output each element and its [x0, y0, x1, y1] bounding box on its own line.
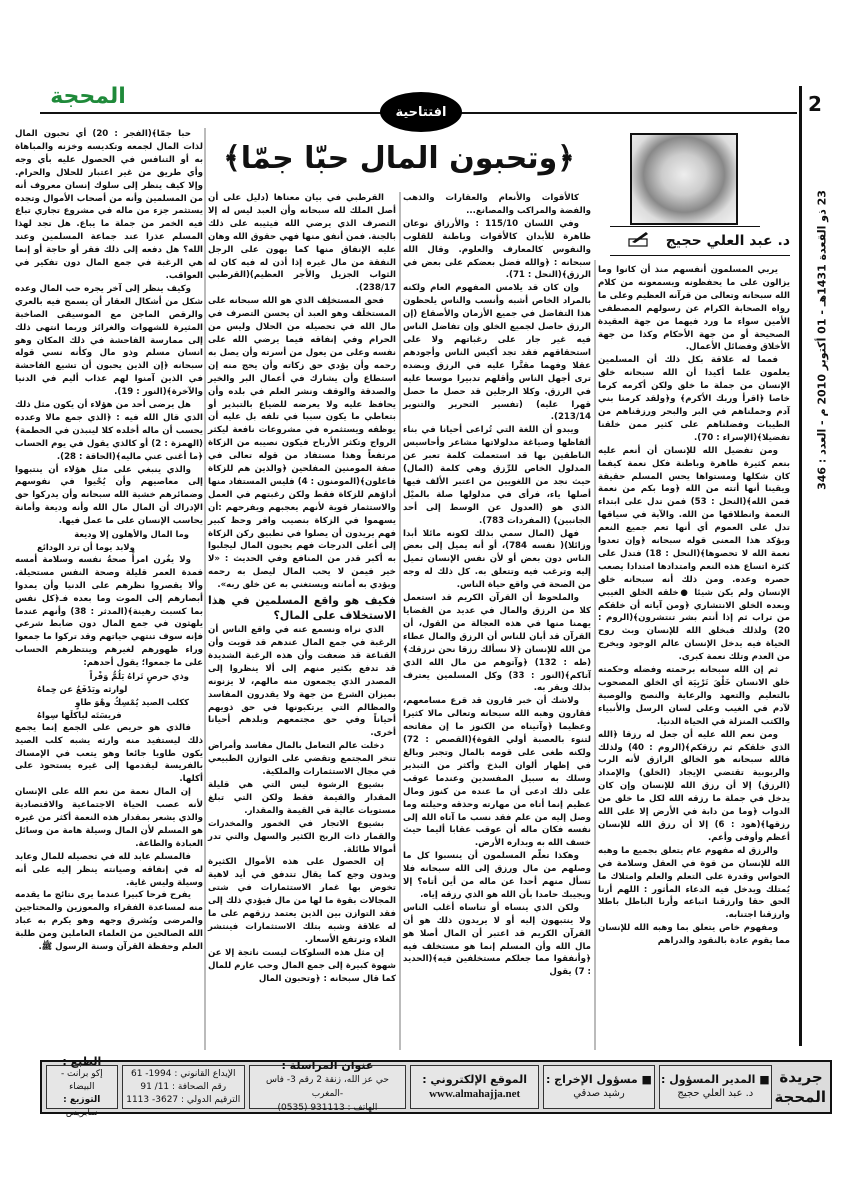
- author-byline: [610, 230, 790, 252]
- quran-quote: ﴿وآتوهم من مال الله الذي آتاكم﴾: [403, 657, 591, 681]
- quran-quote: ﴿وما من دابة في الأرض إلا على الله رزقها﴾: [598, 807, 790, 830]
- verse-hemistich: فريسَتَه لياكلَها سِواهُ: [37, 709, 122, 720]
- director-label: ■ المدير المسؤول :: [661, 1073, 770, 1086]
- article-column-2: [403, 192, 591, 979]
- quran-quote: ﴿الذي جمع مالا وعدده يحسب أن ماله أخلده كلا لينبذن في الحطمة﴾: [15, 412, 203, 436]
- address-box: [249, 1059, 406, 1113]
- divider: [610, 226, 760, 227]
- quran-quote: ﴿وتحبون المال: [258, 973, 321, 984]
- author-photo: [630, 133, 738, 225]
- paragraph: بشيوع الاتجار في الخمور والمخدرات والقمار ذات الربح الكثير والسهل والتي تدر أموالا طائلة.: [208, 818, 396, 855]
- section-label: [380, 92, 462, 132]
- margin-rule: [799, 86, 802, 1046]
- paragraph: والرزق له مفهوم عام يتعلق بجميع ما وهبه الله للإنسان من قوة في العقل وسلامة في الحواس وقدرة على التعلم والعلم وامتلاك ما يُمتلك ويدخل فيه الدعاء المأثور : اللهم أرنا الحق حقا وارزقنا اتباعه وأرنا الباطل باطلا وارزقنا اجتنابه.: [598, 845, 790, 921]
- brand-line: المحجة: [774, 1088, 826, 1106]
- column-divider: [204, 128, 206, 1050]
- quran-quote: ﴿إن الذين يحبون أن تشيع الفاحشة في الذين آمنوا لهم عذاب أليم في الدنيا والآخرة﴾: [15, 361, 203, 398]
- paragraph: فالمسلم عابد لله في تحصيله للمال وعابد له في إنفاقه وصيانته ينظر إليه على أنه وسيلة وليس غاية.: [15, 851, 203, 888]
- page-number: 2: [808, 92, 822, 116]
- poem-verse: [15, 696, 203, 722]
- article-title: ﴿وتحبون المال حبّا جمّا﴾: [223, 141, 575, 176]
- column-divider: [399, 192, 401, 1050]
- paragraph: ومن نعم الله عليه أن جعل له رزقا ﴿الله الذي خلقكم ثم رزقكم﴾(الروم : 40) ولذلك فالله سبحانه هو الخالق الرازق لأنه الرب والربوبية تقتضي الإيجاد (الخلق) والإمداد (الرزق) إلا أن رزق الله للإنسان وإن كان يدخل في جملة ما رزقه الله لكل ما خلق من الدواب ﴿وما من دابة في الأرض إلا على الله رزقها﴾(هود : 6) إلا أن رزق الله للإنسان أعظم وأوفى وأعم.: [598, 729, 791, 843]
- divider: [610, 255, 790, 256]
- paragraph: ولا يغُرن امرأً صحةُ نفسه وسلامة أمسه فمدة العمر قليلة وصحة النفس مستحيلة. وألا يقصروا نظرهم على الدنيا وأن يمدوا أبصارهم إلى الموت وما بعده فـ﴿كل نفس بما كسبت رهينة﴾(المدثر : 38) وأنهم عندما يلهثون في جمع المال دون ضابط شرعي فإنه سوف تنتهي حياتهم وقد تركوا ما جمعوا وراء ظهورهم لغيرهم وينتظرهم الحساب على ما جمعوا؛ يقول أحدهم:: [15, 554, 203, 669]
- paragraph: فالذي هو حريص على الجمع إنما يجمع ذلك ليستفيد منه وارثه يشبه كلب الصيد يكون طاويا جائعا وهو يتعب في الإمساك بالفريسة ليقدمها إلى غيره يستحوذ على أكلها.: [15, 722, 203, 785]
- verse-hemistich: لوارثه ويَدْفَعُ عن حِماهُ: [37, 683, 128, 694]
- paragraph: بشيوع الرشوة ليس التي هي قليلة المقدار والقيمة فقط ولكن التي تبلغ مستويات عالية في القيمة والمقدار.: [208, 779, 396, 816]
- newspaper-logo: المحجة: [50, 84, 126, 109]
- paragraph: وإن كان قد يلامس المفهوم العام ولكنه بالمراد الخاص أشبه وأنسب والناس يلحظون هذا التفاضل في جميع الأزمان والأصقاع (إن الرزق حاصل لجميع الخلق وإن تفاضل الناس فيه غير جار على رغباتهم ولا على استحقاقهم فقد تجد أكيس الناس وأجودهم عقلا وفهما مقتَّرا عليه في الرزق وبضده ترى أجهل الناس وأقلهم تدبيرا موسعا عليه في الرزق. وكلا الرجلين قد حصل ما حصل قهرا عليه) (تفسير التحرير والتنوير 213/14).: [403, 283, 591, 423]
- paragraph: ولاشك أن خبر قارون قد قرع مسامعهم، فقارون وهبه الله سبحانه وتعالى مالا كثيرا وعظيما ﴿وآتيناه من الكنوز ما إن مفاتحه لتنوء بالعصبة أولي القوة﴾(القصص : 72) ولكنه طغى على قومه بالمال وتجبر وبالغ في إظهار ألوان البذخ وأكثر من التبذير وسلك به سبيل المفسدين وعندما عوقب على ذلك ادعى أن ما عنده من كنوز ومال عظيم إنما أتاه من مهارته وحذقه وحيلته وما وصل إليه من علم فقد نسب ما آتاه الله إلى نفسه فكان ماله أن عوقب عقابا أليما حيث خسف الله به وبداره الأرض.: [403, 696, 591, 849]
- layout-label: ■ مسؤول الإخراج :: [545, 1073, 652, 1086]
- website-label: الموقع الإلكتروني :: [422, 1073, 528, 1086]
- printer: إكو برانت - البيضاء: [60, 1068, 103, 1092]
- quran-quote: ﴿والله فضل بعضكم على بعض في الرزق﴾: [403, 257, 591, 281]
- paragraph: وهكذا تعلّم المسلمون أن ينسبوا كل ما وصلهم من مال ورزق إلى الله سبحانه فلا تسأل منهم أحدا عن ماله من أين أتاه؟ إلا ويجيبك حامدا بأن الله هو الذي رزقه إياه.: [403, 851, 591, 900]
- date-strip: [812, 140, 832, 540]
- distribution-label: التوزيع :: [63, 1094, 101, 1105]
- column-divider: [594, 260, 596, 1050]
- pen-writing-icon: [626, 230, 652, 252]
- article-column-1: [598, 264, 790, 948]
- paragraph: يربي المسلمون أنفسهم منذ أن كانوا وما يزالون على ما يحفظونه ويسمعونه من كلام الله سبحانه وتعالى من قرآنه العظيم وعلى ما رواه الصحابة الكرام عن رسولهم المصطفى الأمين سواء ما ورد فيهما من جهة العقيدة الصحيحة أو من جهة الأحكام وكذا من جهة الأخلاق وفضائل الأعمال.: [598, 265, 790, 353]
- paragraph: يفرح فرحا كبيرا عندما يرى نتائج ما يقدمه منه لمساعدة الفقراء والمعوزين والمحتاجين والمرضى ويُشرق وجهه وهو يكرم به عباد الله الصالحين من العلماء العاملين ومن طلبة العلم وحفظة القرآن وسنة الرسول ﷺ.: [15, 890, 203, 953]
- director-box: [659, 1065, 772, 1109]
- quran-quote: حبا جمّا﴾: [151, 129, 192, 139]
- address-label: عنوان المراسلة :: [281, 1059, 374, 1072]
- print-box: [46, 1054, 118, 1118]
- layout-box: [543, 1065, 654, 1109]
- director-name: د. عبد العلي حجيج: [677, 1088, 754, 1099]
- website-link[interactable]: www.almahajja.net: [429, 1088, 521, 1100]
- paragraph: إن المال نعمة من نعم الله على الإنسان لأنه عصب الحياة الاجتماعية والاقتصادية والذي يشعر بمقدار هذه النعمة أكثر من غيره هو المسلم لأن المال وسيلة هامة من وسائل العبادة والطاعة.: [15, 787, 203, 849]
- poem-verse: [15, 670, 203, 696]
- paragraph: فمما له علاقة بكل ذلك أن المسلمين يعلمون علما أكيدا أن الله سبحانه خلق الإنسان من جملة ما خلق ولكن أكرمه كرما خاصا ﴿اقرأ وربك الأكرم﴾ و﴿ولقد كرمنا بني آدم وحملناهم في البر والبحر ورزقناهم من الطيبات وفضلناهم على كثير ممن خلقنا تفضيلا﴾(الإسراء : 70).: [598, 355, 790, 443]
- print-label: الطبع :: [62, 1054, 102, 1068]
- paragraph: ومن تفضيل الله للإنسان أن أنعم عليه بنعم كثيرة ظاهرة وباطنة فكل نعمة كيفما كان شكلها ومستواها يحس المسلم حقيقة ويقينا أنها أتته من الله ﴿وما بكم من نعمة فمن الله﴾(النحل : 53) فمن تدل على ابتداء النعمة وانطلاقها من الله. والآية في سياقها تدل على العموم أي أنها تعم جميع النعم ويؤكد هذا المعنى قوله سبحانه ﴿وإن تعدوا نعمة الله لا تحصوها﴾(النحل : 18) فتدل على كثرة اتساع هذه النعم وامتدادها امتدادا يصعب حصره وعده. ومن ذلك أنه سبحانه خلق الإنسان ولم يكن شيئا ●خلقه الخلق الغيبي وبعده الخلق الانتشاري ﴿ومن آياته أن خلقكم من تراب ثم إذا أنتم بشر تنتشرون﴾(الروم : 20) ولذلك فبخلق الله للإنسان وبث روح الحياة فيه يدخل الإنسان عالم الوجود ويخرج من العدم وتلك نعمة كبرى.: [598, 445, 790, 663]
- paragraph: إن مثل هذه السلوكات ليست ناتجة إلا عن شهوة كبيرة إلى جمع المال وحب عارم للمال كما قال سبحانه : ﴿وتحبون المال: [208, 947, 396, 984]
- quran-quote: ﴿وإن تعدوا نعمة الله لا تحصوها﴾: [598, 536, 790, 559]
- article-column-3: [208, 192, 396, 985]
- quran-quote: ﴿والذين هم للزكاة فاعلون﴾: [208, 464, 396, 487]
- distributor: سابريس: [65, 1107, 98, 1118]
- press-number: رقم الصحافة : 11/ 91: [140, 1081, 227, 1092]
- layout-name: رشيد صدقي: [573, 1088, 625, 1099]
- phone: الهاتف : 931113 (0535): [277, 1103, 378, 1113]
- paragraph: وفي اللسان 115/10 : والأرزاق نوعان ظاهرة للأبدان كالأقوات وباطنة للقلوب والنفوس كالمعارف والعلوم. وقال الله سبحانه : ﴿والله فضل بعضكم على بعض في الرزق﴾(النحل : 71).: [403, 218, 591, 281]
- author-name: د. عبد العلي حجيج: [665, 233, 790, 249]
- paragraph: ويبدو أن اللغة التي تُراعى أحيانا في بناء ألفاظها وصياغة مدلولاتها مشاعر وأحاسيس الناطقين بها قد استعملت كلمة تعبر عن المدلول الخاص للرِّزق وهي كلمة (المال) حيث نجد من اللغويين من اعتبر الألف فيها أصلها ياء، فرأى في مدلولها صلة بالميْل الذي هو (العدول عن الوسط إلى أحد الجانبين) (المفردات 783).: [403, 425, 591, 526]
- legal-box: [122, 1065, 245, 1109]
- quran-quote: ﴿وأنفقوا مما جعلكم مستخلفين فيه﴾: [432, 954, 591, 965]
- quran-quote: ﴿وما بكم من نعمة فمن الله﴾: [598, 484, 790, 508]
- paragraph: ومفهوم خاص يتعلق بما وهبه الله للإنسان مما يقوم عادة بالنقود والدراهم: [598, 923, 790, 947]
- paragraph: حبا جمّا﴾(الفجر : 20) أي تحبون المال لذات المال لجمعه وتكديسه وخزنه والمباهاة به أو التنافس في الحصول عليه بأي وجه وأي طريق من غير اعتبار للحلال والحرام. وإلا كيف ينظر إلى سلوك إنسان معروف أنه من المسلمين وأنه من أصحاب الأموال وتجده يستثمر جزء من ماله في مشروع تجاري تباع فيه الخمر من جملة ما يباع. هل تجد لهذا المسلم عذرا عند جماعة المسلمين وعند الله؟ هل دفعه إلى ذلك فقر أو حاجة أو إنما هي الرغبة في جمع المال دون تفكير في العواقب.: [15, 129, 203, 281]
- section-label-text: افتتاحية: [395, 104, 447, 120]
- legal-deposit: الإيداع القانوني : 1994- 61: [130, 1068, 236, 1079]
- issn: الترقيم الدولي : 3627- 1113: [126, 1094, 241, 1105]
- verse-hemistich: ولابد يوما أن ترد الودائع: [37, 542, 135, 552]
- paragraph: دخلت عالم التعامل بالمال مفاسد وأمراض تنخر المجتمع وتقضي على التوازن الطبيعي في مجال الاستثمارات والملكية.: [208, 741, 396, 778]
- paragraph: ثم إن الله سبحانه برحمته وفضله وحكمته خلق الانسان خَلْقَ تَرْبِيَة أي الخلق المصحوب بالتعليم والتعهد والرعاية والنصح والوصية لآدم في الغيب وعلى لسان الرسل والأنبياء والكتب المنزلة في الحياة الدنيا.: [598, 665, 790, 727]
- paragraph: فحق المستخلِف الذي هو الله سبحانه على المستخلَف وهو العبد أن يحسن التصرف في مال الله في تحصيله من الحلال وليس من الحرام وفي إنفاقه فيما يرضي الله على نفسه وعلى من يعول من أسرته وأن يصل به رحمه وأن يؤدي حق زكاته وأن يحج منه إن استطاع وأن يشارك في أعمال البر والخير والصدقة والوقف ونشر العلم في بلده وأن يحافظ عليه ولا يعرضه للضياع بالتبذير أو بتعاطي ما يكون سببا في تلفه بل عليه أن يوظفه ويستثمره في مشروعات نافعة ليكثر الرواج وتكثر الأرباح فيكون نصيبه من الزكاة مرتفعاً وهذا مستفاد من قوله تعالى في صفة المومنين المفلحين ﴿والذين هم للزكاة فاعلون﴾(المومنون : 4) فليس المستفاد منها أداؤهم للزكاة فقط ولكن رغبتهم في العمل والاستثمار قوية لأنهم يعجبهم ويفرحهم :أن يسهموا في الزكاة بنصيب وافر وحظ كبير فهم يريدون أن يصلوا في تطبيق ركن الزكاة إلى أعلى الدرجات فهم يحبون المال ليجلبوا به أكبر قدر من المنافع وفي الحديث : «لا خير فيمن لا يحب المال ليصل به رحمه ويؤدي به أمانته ويستغني به عن خلق ربه».: [208, 296, 396, 591]
- paragraph: فهل (المال سمي بذلك لكونه مائلا أبدا وزائلا)( نفسه 784)، أو أنه يميل إلى بعض الناس دون بعض أو لأن نفس الإنسان تميل إليه وترغب فيه وتتعلق به. كل ذلك له وجه من الصحة في واقع حياة الناس.: [403, 528, 591, 591]
- poem-verse: [15, 528, 203, 554]
- address: حي عز الله، زنقة 2 رقم 3- فاس -المغرب: [265, 1075, 389, 1099]
- subheading: فكيف هو واقع المسلمين في هذا الاستخلاف على المال؟: [208, 594, 396, 623]
- paragraph: الذي نراه ونسمع عنه في واقع الناس أن الرغبة في جمع المال عندهم قد قويت وأن القناعة قد ضعفت وأن هذه الرغبة الشديدة قد تدفع بكثير منهم إلى ألا ينظروا إلى المصدر الذي يجمعون منه مالهم، لا يزنونه بميزان الشرع من جهة ولا يقدرون المفاسد والمظالم التي يرتكبونها في حق ذويهم أحياناً وفي حق مجتمعهم وبلدهم أحيانا أخرى.: [208, 625, 396, 739]
- quran-quote: ﴿الله الذي خلقكم ثم رزقكم﴾: [598, 729, 791, 753]
- paragraph: والذي ينبغي على مثل هؤلاء أن ينتبهوا إلى معاصيهم وأن يُحْيوا في نفوسهم وضمائرهم خشية الله سبحانه وأن يدركوا حق الإدراك أن المال مال الله وأنه وديعة وأمانة يحاسب الإنسان على ما عمل فيها.: [15, 464, 203, 527]
- paragraph: والملحوظ أن القرآن الكريم قد استعمل كلا من الرزق والمال في عديد من القضايا يهمنا منها في هذه العجالة من القول، أن القرآن قد أبان للناس أن الرزق والمال عطاء من الله للإنسان ﴿لا نسألك رزقا نحن نرزقك﴾(طه : 132) ﴿وآتوهم من مال الله الذي آتاكم﴾(النور : 33) وكل المسلمين يعترف بذلك ويقر به.: [403, 593, 591, 694]
- quran-quote: ﴿ومن آياته أن خلقكم من تراب ثم إذا أنتم بشر تنتشرون﴾: [598, 600, 790, 624]
- paragraph: وكيف ينظر إلى آخر يجره حب المال وعده شكل من أشكال العقار أن يسمح فيه بالعري والرقص الماجن مع الموسيقى الصاخبة المثيرة للشهوات والغرائز وربما انتهى ذلك إلى ممارسة الفاحشة في ذلك المكان وهو انسان مسلم وذو مال وكأنه نسي قوله سبحانه ﴿إن الذين يحبون أن تشيع الفاحشة في الذين آمنوا لهم عذاب أليم في الدنيا والآخرة﴾(النور : 19).: [15, 283, 204, 398]
- quran-quote: ﴿ولقد كرمنا بني آدم وحملناهم في البر والبحر ورزقناهم من الطيبات وفضلناهم على كثير ممن خلقنا تفضيلا﴾: [598, 394, 790, 443]
- verse-hemistich: وذي حرصٍ تَراهُ يَلُمُّ وَفْراً: [89, 671, 189, 682]
- issue-date: 23 ذو القعدة 1431هـ - 01 أكتوبر 2010 م - العدد : 346: [815, 190, 829, 490]
- quran-quote: ﴿ما أغنى عني ماليه﴾: [115, 451, 203, 462]
- masthead-footer: [40, 1054, 832, 1118]
- paragraph: كالأقوات والأنعام والعقارات والذهب والفضة والمراكب والمصانع...: [403, 193, 591, 216]
- verse-hemistich: ككلب الصيد يُمْسِكُ وهْوَ طاوٍ: [75, 696, 189, 707]
- paragraph: ولكن الذي ينساه أو تناساه أغلب الناس ولا ينتبهون إليه أو لا يريدون ذلك هو أن القرآن الكريم قد اعتبر أن المال أصلا هو مال الله وأن المسلم إنما هو مستخلف فيه ﴿وأنفقوا مما جعلكم مستخلفين فيه﴾(الحديد : 7) يقول: [403, 902, 591, 978]
- website-box: [410, 1065, 539, 1109]
- paragraph: إن الحصول على هذه الأموال الكثيرة وبدون وجع كما يقال تتدفق في أيد لاهية تخوض بها غمار الاستثمارات في شتى المجالات بقوة ما لها من مال فيؤدي ذلك إلى فقد التوازن بين الذين يعتمد رزقهم على ما له علاقة وشبه بتلك الاستثمارات فينتشر الغلاء وترتفع الأسعار.: [208, 857, 396, 945]
- quran-quote: ﴿لا نسألك رزقا نحن نرزقك﴾: [403, 644, 522, 655]
- quran-quote: ﴿اقرأ وربك الأكرم﴾: [680, 394, 765, 405]
- verse-hemistich: وما المال والأهلون إلا وديعة: [74, 529, 189, 540]
- article-column-4: [15, 128, 203, 954]
- paragraph: القرطبي في بيان معناها (دليل على أن أصل الملك لله سبحانه وأن العبد ليس له إلا التصرف الذي يرضي الله فيثيبه على ذلك بالجنة. فمن أنفق منها فهي حقوق الله وهان عليه الإنفاق منها كما يهون على الرجل النفقة من مال غيره إذا أذن له فيه كان له الثواب الجزيل والأجر العظيم)(القرطبي 238/17).: [208, 193, 396, 294]
- quran-quote: ﴿كل نفس بما كسبت رهينة﴾: [15, 593, 203, 617]
- quran-quote: ﴿وآتيناه من الكنوز ما إن مفاتحه لتنوء بالعصبة أولي القوة﴾: [403, 722, 591, 746]
- paragraph: هل يرضى أحد من هؤلاء أن يكون مثل ذلك الذي قال الله فيه : ﴿الذي جمع مالا وعدده يحسب أن ماله أخلده كلا لينبذن في الحطمة﴾(الهمزة : 2) أو كالذي يقول في يوم الحساب ﴿ما أغنى عني ماليه﴾(الحاقة : 28).: [15, 400, 203, 462]
- brand-line: جريدة: [779, 1068, 823, 1086]
- footer-brand: [776, 1067, 826, 1107]
